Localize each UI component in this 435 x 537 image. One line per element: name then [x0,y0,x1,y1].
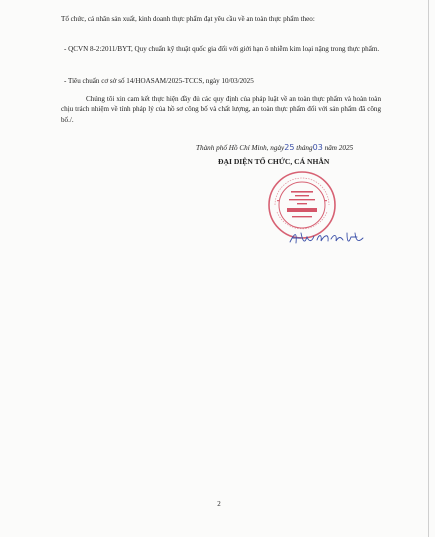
representative-title: ĐẠI DIỆN TỔ CHỨC, CÁ NHÂN [218,157,330,166]
month-label: tháng [296,144,313,152]
standard-item-1: - QCVN 8-2:2011/BYT, Quy chuẩn kỹ thuật quốc gia đối với giới hạn ô nhiễm kim loại nặng trong thực phẩm. [64,45,380,53]
standard-item-2: - Tiêu chuẩn cơ sở số 14/HOASAM/2025-TCCS, ngày 10/03/2025 [64,77,254,85]
year-label: năm 2025 [324,144,354,152]
page-number: 2 [217,500,221,508]
commitment-paragraph: Chúng tôi xin cam kết thực hiện đầy đủ các quy định của pháp luật về an toàn thực phẩm và hoàn toàn chịu trách nhiệm về tính pháp lý của hồ sơ công bố và chất lượng, an toàn thực phẩm đối với sản phẩm đã công bố./. [61,95,381,124]
handwritten-signature [287,228,367,248]
place-date-prefix: Thành phố Hồ Chí Minh, ngày [196,144,285,152]
handwritten-month: 03 [312,143,323,152]
page-edge-line [428,0,429,537]
place-date-line [196,143,396,152]
intro-paragraph: Tổ chức, cá nhân sản xuất, kinh doanh thực phẩm đạt yêu cầu về an toàn thực phẩm theo: [61,15,315,23]
handwritten-day: 25 [284,143,295,152]
